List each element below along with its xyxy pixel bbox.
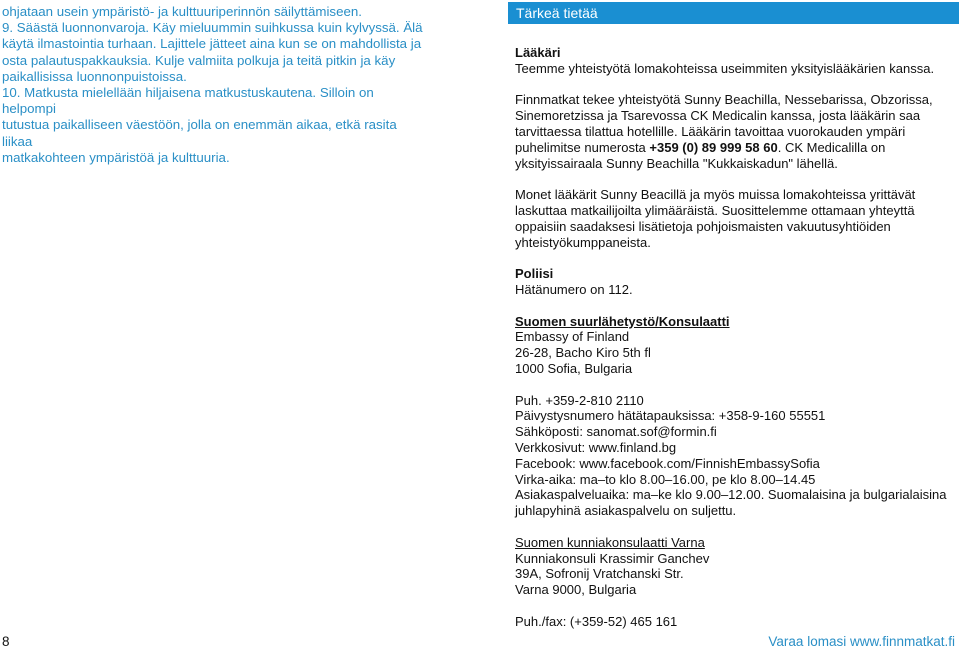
text-line: yksityissairaala Sunny Beachilla "Kukkaiskadun" lähellä. — [515, 155, 838, 171]
phone-suffix: . CK Medicalilla on — [777, 139, 886, 155]
text-line: paikallisissa luonnonpuistoissa. — [2, 68, 187, 84]
contact-line: Verkkosivut: www.finland.bg — [515, 439, 677, 455]
address-line: 39A, Sofronij Vratchanski Str. — [515, 566, 684, 582]
address-line: 26-28, Bacho Kiro 5th fl — [515, 345, 651, 361]
text-line: Finnmatkat tekee yhteistyötä Sunny Beachilla, Nessebarissa, Obzorissa, — [515, 92, 933, 108]
varna-heading: Suomen kunniakonsulaatti Varna — [515, 534, 705, 550]
text-line: tarvittaessa tilattua hotellille. Lääkärin tavoittaa vuorokauden ympäri — [515, 123, 906, 139]
left-column — [2, 4, 430, 166]
doctor-phone-number: +359 (0) 89 999 58 60 — [649, 139, 778, 155]
text-line: 10. Matkusta mielellään hiljaisena matkustuskautena. Silloin on helpompi — [2, 85, 374, 117]
phone-line — [515, 140, 959, 156]
fax-line: Puh./fax: (+359-52) 465 161 — [515, 613, 678, 629]
contact-line: Virka-aika: ma–to klo 8.00–16.00, pe klo 8.00–14.45 — [515, 471, 816, 487]
contact-line: Facebook: www.facebook.com/FinnishEmbassySofia — [515, 455, 820, 471]
page-number: 8 — [2, 634, 10, 649]
text-line: käytä ilmastointia turhaan. Lajittele jätteet aina kun se on mahdollista ja — [2, 36, 422, 52]
embassy-heading: Suomen suurlähetystö/Konsulaatti — [515, 313, 730, 329]
contact-line: juhlapyhinä asiakaspalvelu on suljettu. — [515, 503, 737, 519]
text-line: oppaisiin saadaksesi lisätietoja pohjoismaisten vakuutusyhtiöiden — [515, 218, 891, 234]
address-line: Kunniakonsuli Krassimir Ganchev — [515, 550, 710, 566]
text-line: yhteistyökumppaneista. — [515, 234, 651, 250]
contact-line: Puh. +359-2-810 2110 — [515, 392, 644, 408]
text-line: matkakohteen ympäristöä ja kulttuuria. — [2, 149, 230, 165]
text-line: Teemme yhteistyötä lomakohteissa useimmiten yksityislääkärien kanssa. — [515, 60, 935, 76]
right-column — [508, 2, 959, 629]
text-line: laskuttaa matkailijoilta ylimääräistä. Suosittelemme ottamaan yhteyttä — [515, 202, 915, 218]
address-line: Varna 9000, Bulgaria — [515, 582, 637, 598]
text-line: Hätänumero on 112. — [515, 281, 633, 297]
contact-line: Sähköposti: sanomat.sof@formin.fi — [515, 424, 717, 440]
text-line: osta palautuspakkauksia. Kulje valmiita polkuja ja teitä pitkin ja käy — [2, 52, 396, 68]
doctor-heading: Lääkäri — [515, 45, 561, 60]
address-line: Embassy of Finland — [515, 329, 630, 345]
text-line: ohjataan usein ympäristö- ja kulttuuriperinnön säilyttämiseen. — [2, 4, 362, 19]
phone-prefix: puhelimitse numerosta — [515, 139, 650, 155]
info-banner: Tärkeä tietää — [508, 2, 959, 24]
text-line: 9. Säästä luonnonvaroja. Käy mieluummin suihkussa kuin kylvyssä. Älä — [2, 20, 423, 36]
contact-line: Asiakaspalveluaika: ma–ke klo 9.00–12.00. Suomalaisina ja bulgarialaisina — [515, 487, 947, 503]
text-line: Sinemoretzissa ja Tsarevossa CK Medicalin kanssa, josta lääkärin saa — [515, 108, 921, 124]
contact-line: Päivystysnumero hätätapauksissa: +358-9-160 55551 — [515, 408, 826, 424]
address-line: 1000 Sofia, Bulgaria — [515, 360, 633, 376]
text-line: tutustua paikalliseen väestöön, jolla on enemmän aikaa, etkä rasita liikaa — [2, 117, 397, 149]
text-line: Monet lääkärit Sunny Beacillä ja myös muissa lomakohteissa yrittävät — [515, 187, 916, 203]
police-heading: Poliisi — [515, 266, 554, 282]
footer-website-link[interactable]: Varaa lomasi www.finnmatkat.fi — [768, 634, 955, 649]
doctor-section — [508, 45, 959, 629]
